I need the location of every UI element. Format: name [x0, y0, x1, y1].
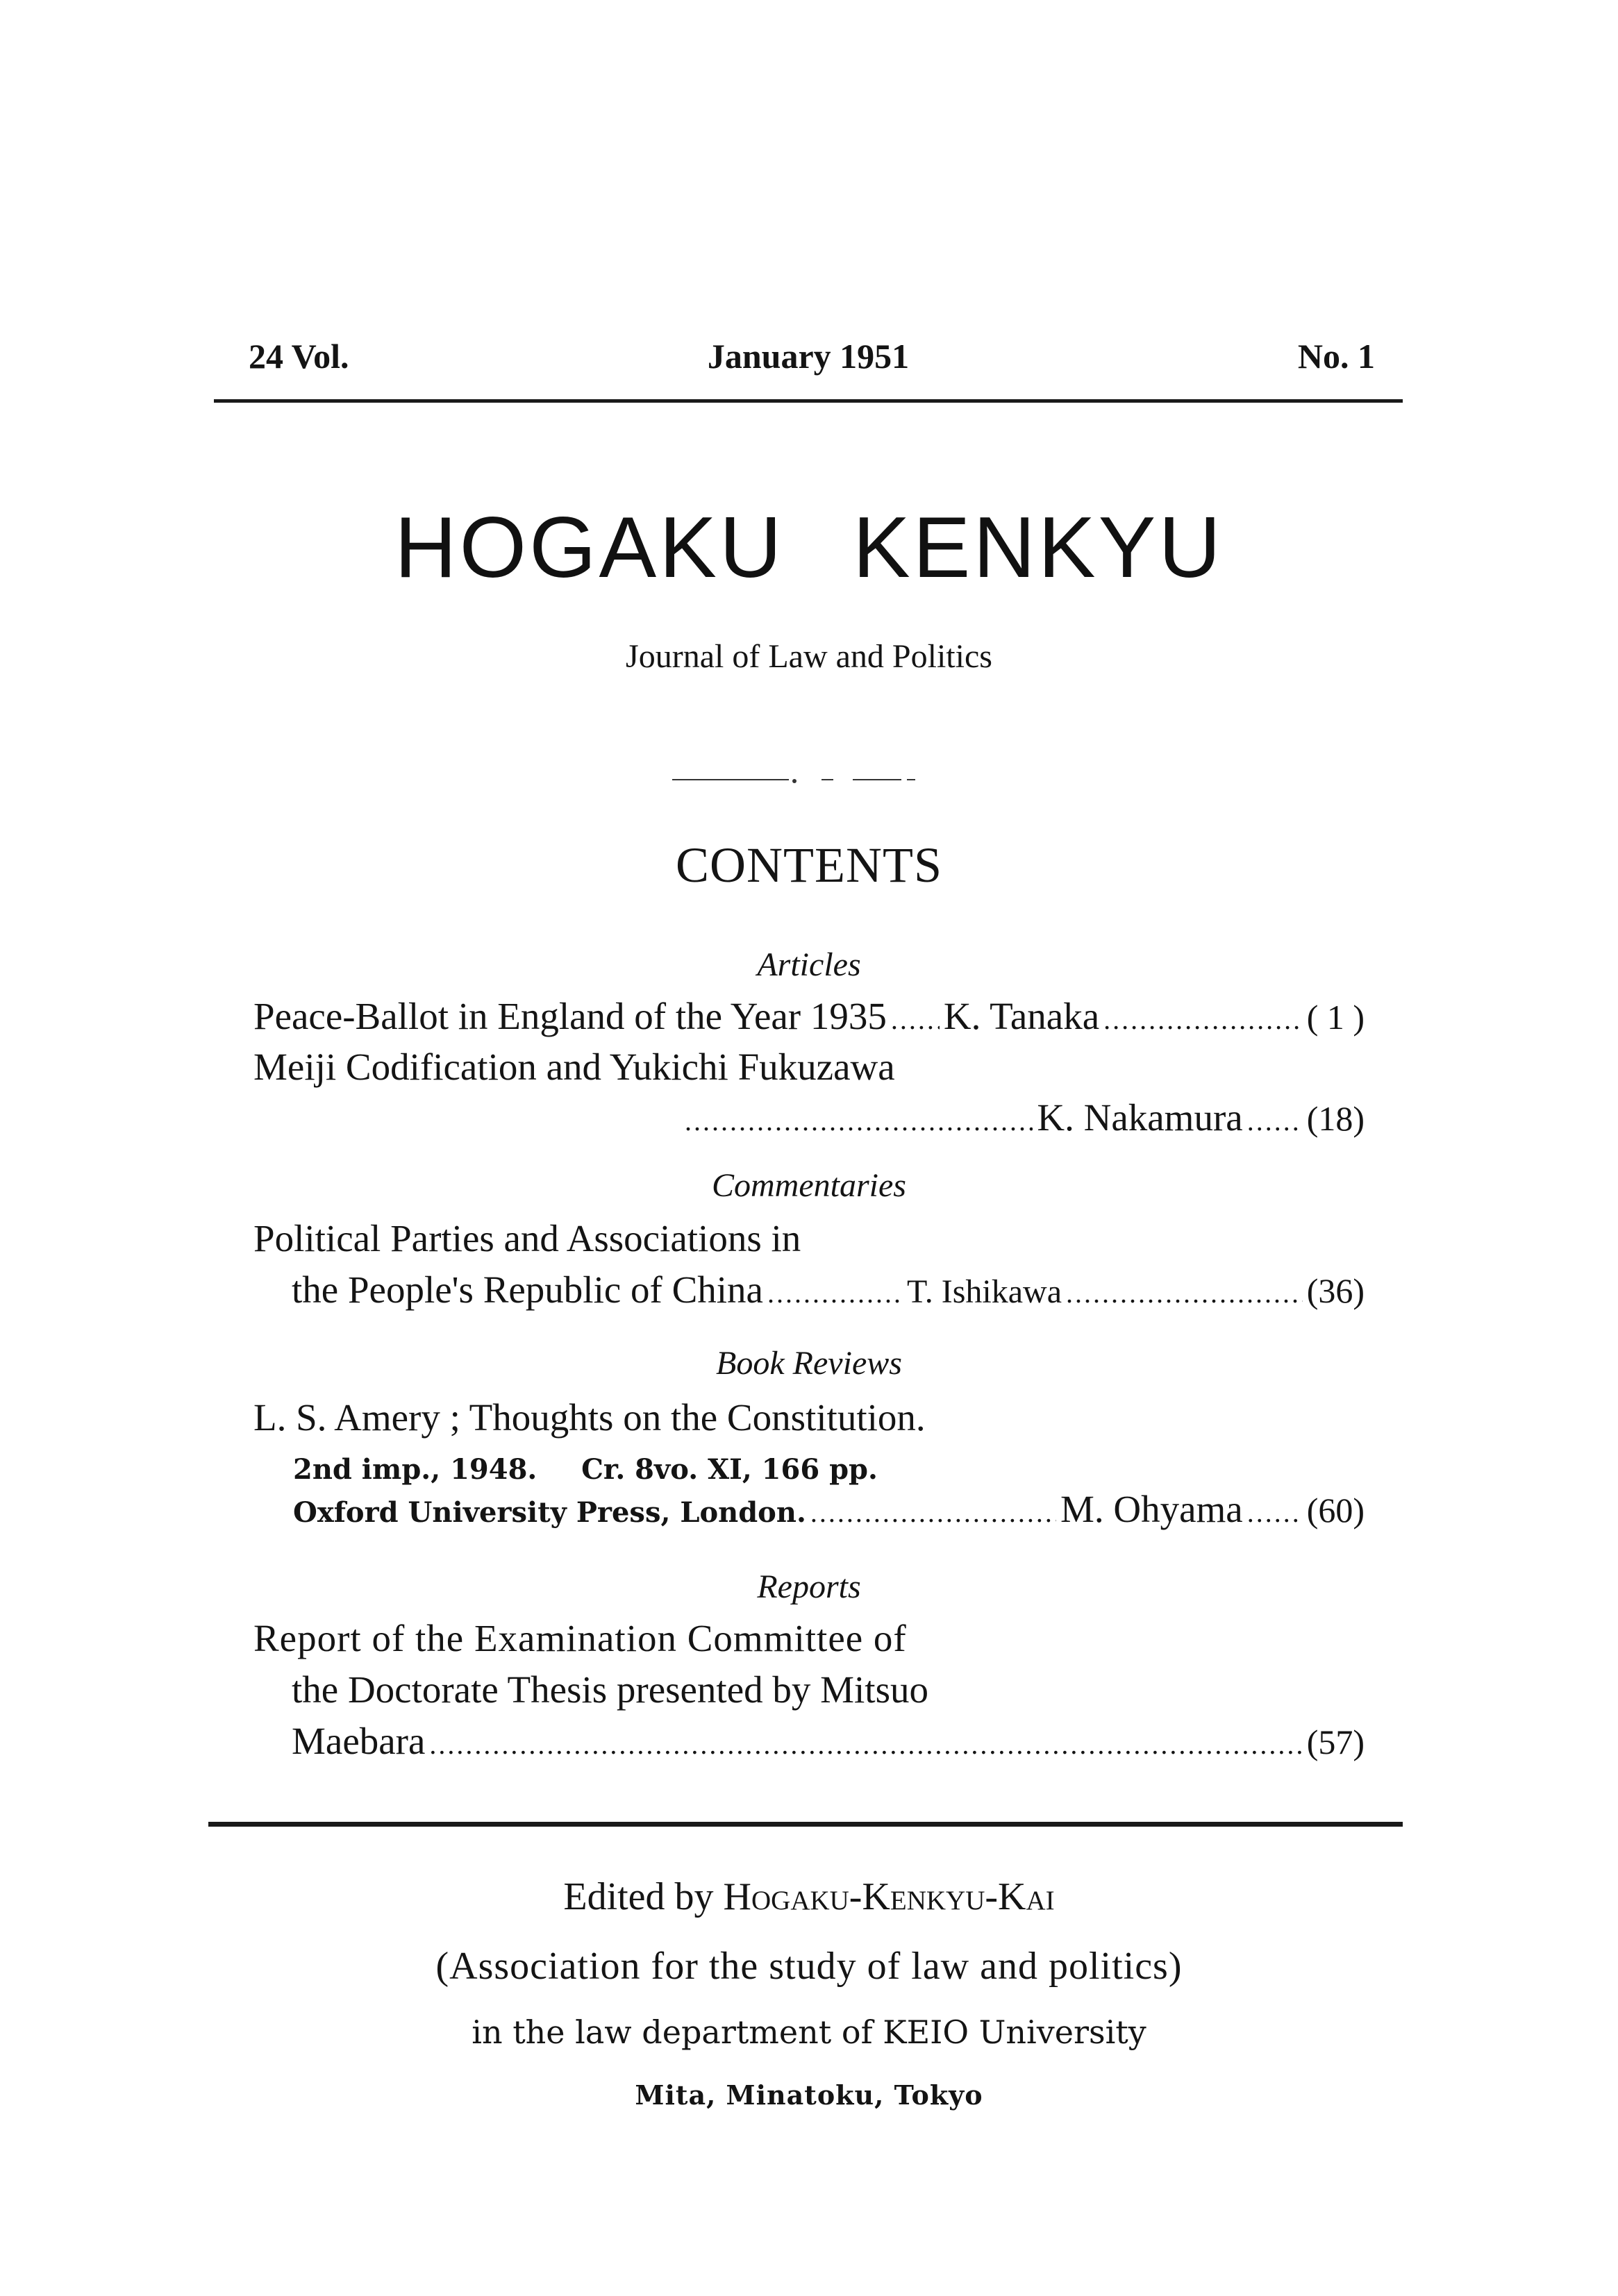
toc-entry-report-line2 [292, 1668, 1403, 1712]
entry-title-line2: the People's Republic of China [292, 1268, 763, 1311]
entry-author: K. Nakamura [1037, 1096, 1243, 1139]
section-commentaries-heading: Commentaries [712, 1167, 906, 1204]
entry-title: Peace-Ballot in England of the Year 1935 [253, 995, 887, 1037]
toc-entry-meiji-title [253, 1045, 1365, 1089]
entry-title-line3: Maebara [292, 1720, 426, 1762]
contents-heading: CONTENTS [676, 837, 942, 893]
toc-entry-amery-title [253, 1396, 1365, 1440]
entry-page: (60) [1306, 1491, 1365, 1530]
entry-page: (18) [1306, 1099, 1365, 1138]
entry-publisher: Oxford University Press, London. [293, 1496, 806, 1529]
toc-entry-peace-ballot [253, 994, 1365, 1039]
entry-page: ( 1 ) [1306, 998, 1365, 1037]
leader-dots [891, 998, 940, 1042]
leader-dots [767, 1271, 903, 1316]
toc-entry-political-line2 [292, 1268, 1365, 1312]
toc-entry-amery-publisher [293, 1487, 1365, 1532]
section-book-reviews-heading: Book Reviews [716, 1345, 902, 1382]
entry-page: (57) [1306, 1723, 1365, 1761]
leader-dots [685, 1099, 1033, 1143]
entry-page: (36) [1306, 1271, 1365, 1310]
toc-entry-amery-detail [293, 1444, 1404, 1489]
issue-header [214, 326, 1403, 382]
leader-dots [810, 1491, 1056, 1535]
entry-author: K. Tanaka [943, 995, 1100, 1037]
toc-entry-report-line3 [292, 1719, 1365, 1763]
entry-edition: 2nd imp., 1948. [293, 1453, 537, 1486]
address-line: Mita, Minatoku, Tokyo [635, 2079, 983, 2111]
entry-title: Meiji Codification and Yukichi Fukuzawa [253, 1046, 895, 1088]
section-reports-heading: Reports [757, 1568, 861, 1605]
journal-title: HOGAKU KENKYU [394, 500, 1224, 596]
ornament-divider [672, 773, 950, 787]
toc-entry-report-line1 [253, 1616, 1365, 1661]
toc-entry-meiji-author [681, 1096, 1365, 1140]
association-description: (Association for the study of law and politics) [435, 1945, 1183, 1988]
footer-rule [208, 1822, 1403, 1827]
entry-title: L. S. Amery ; Thoughts on the Constitution. [253, 1396, 926, 1439]
issue-number: No. 1 [1297, 337, 1375, 376]
entry-format: Cr. 8vo. XI, 166 pp. [581, 1453, 878, 1486]
entry-author: T. Ishikawa [906, 1273, 1062, 1310]
leader-dots [1066, 1271, 1303, 1316]
toc-entry-political-line1 [253, 1216, 1365, 1261]
editor-prefix: Edited by [563, 1875, 714, 1918]
header-rule [214, 399, 1403, 403]
entry-author: M. Ohyama [1060, 1488, 1243, 1530]
leader-dots [1247, 1491, 1303, 1535]
journal-subtitle: Journal of Law and Politics [626, 638, 992, 675]
leader-dots [429, 1723, 1302, 1767]
editor-name: Hogaku-Kenkyu-Kai [723, 1875, 1055, 1918]
entry-title-line2: the Doctorate Thesis presented by Mitsuo [292, 1668, 928, 1711]
department-line: in the law department of KEIO University [472, 2013, 1146, 2051]
entry-title-line1: Report of the Examination Committee of [253, 1617, 907, 1659]
volume-label: 24 Vol. [249, 337, 349, 376]
leader-dots [1247, 1099, 1303, 1143]
leader-dots [1103, 998, 1303, 1042]
editor-line [0, 1875, 1618, 1919]
section-articles-heading: Articles [757, 946, 861, 983]
issue-date: January 1951 [707, 337, 910, 376]
entry-title-line1: Political Parties and Associations in [253, 1217, 801, 1259]
